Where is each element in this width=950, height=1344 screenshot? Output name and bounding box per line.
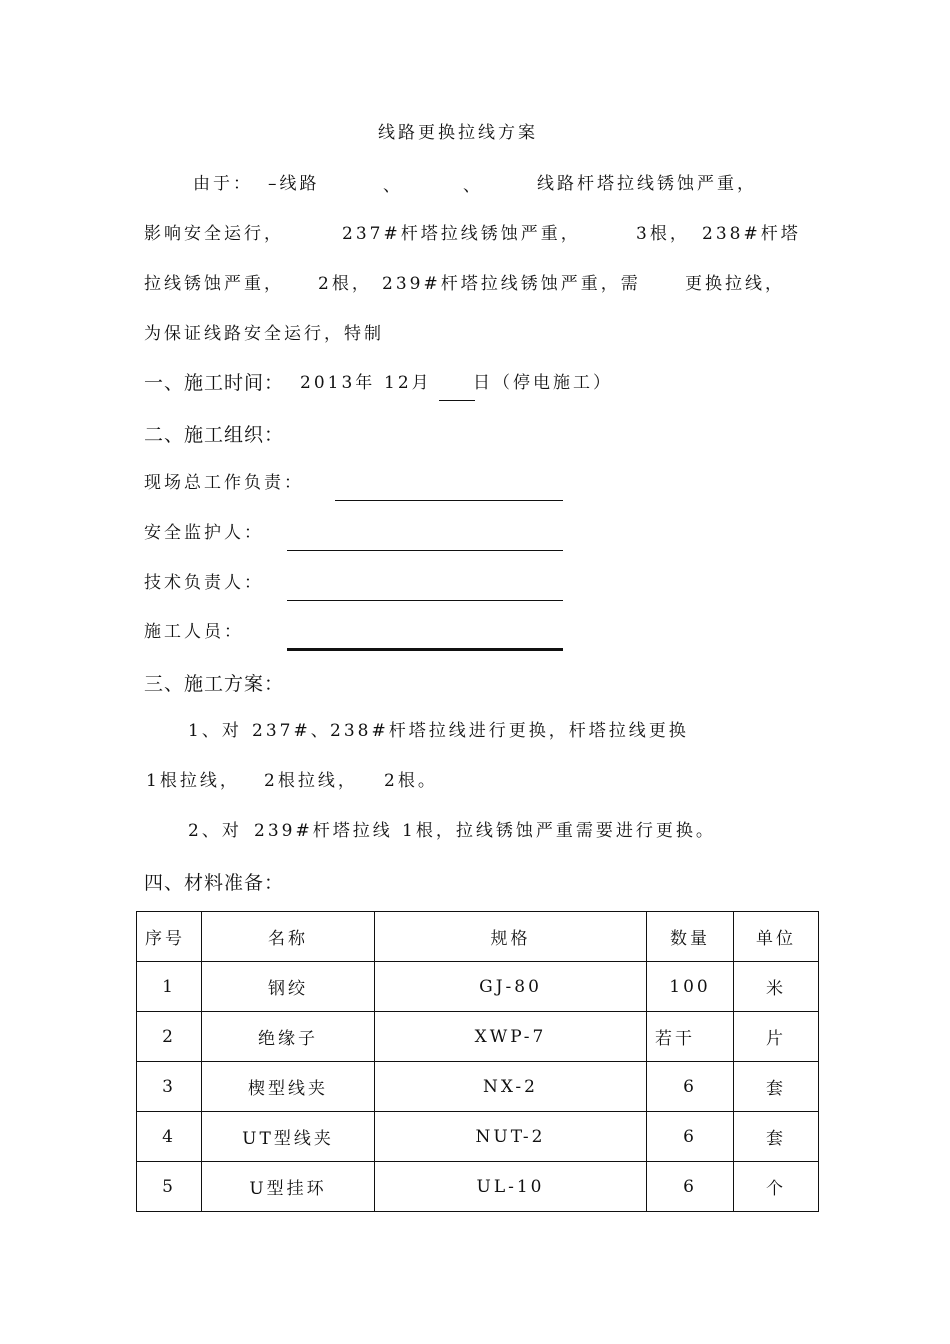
table-cell: 楔型线夹 <box>202 1062 375 1112</box>
intro-text: 2根， <box>318 274 372 294</box>
table-cell: 3 <box>137 1062 202 1112</box>
intro-text: 更换拉线， <box>685 274 785 294</box>
table-cell: 个 <box>734 1162 819 1212</box>
table-cell: 5 <box>137 1162 202 1212</box>
table-cell: UL-10 <box>375 1162 647 1212</box>
intro-text: 、 <box>383 176 403 196</box>
table-cell: 钢绞 <box>202 962 375 1012</box>
plan-text: 238#杆塔拉线进行更换，杆塔拉线更换 <box>330 721 689 741</box>
plan-text: 2根。 <box>384 771 438 791</box>
section-heading: 一、施工时间： <box>144 372 285 394</box>
table-cell: 100 <box>647 962 734 1012</box>
intro-text: 线路杆塔拉线锈蚀严重， <box>537 174 757 194</box>
intro-text: 237#杆塔拉线锈蚀严重， <box>342 224 581 244</box>
table-cell: U型挂环 <box>202 1162 375 1212</box>
header-cell: 序号 <box>137 912 202 962</box>
section-heading: 二、施工组织： <box>144 424 285 446</box>
table-cell: 套 <box>734 1112 819 1162</box>
table-cell: NUT-2 <box>375 1112 647 1162</box>
construction-year: 2013年 <box>300 373 376 393</box>
intro-text: 拉线锈蚀严重， <box>144 274 284 294</box>
materials-table <box>136 911 819 1212</box>
intro-text: 影响安全运行， <box>144 224 284 244</box>
header-cell: 数量 <box>647 912 734 962</box>
fill-in-line <box>287 648 563 651</box>
table-header-row <box>137 912 819 962</box>
table-cell: 套 <box>734 1062 819 1112</box>
org-row-label: 技术负责人： <box>144 573 264 593</box>
table-row <box>137 1112 819 1162</box>
fill-in-line <box>287 550 563 551</box>
table-cell: 1 <box>137 962 202 1012</box>
header-cell: 单位 <box>734 912 819 962</box>
section-heading: 三、施工方案： <box>144 673 285 695</box>
table-cell: 6 <box>647 1062 734 1112</box>
plan-text: 239#杆塔拉线 <box>254 821 393 841</box>
table-row <box>137 1062 819 1112</box>
org-row-label: 施工人员： <box>144 622 244 642</box>
table-cell: 6 <box>647 1112 734 1162</box>
intro-text: 239#杆塔拉线锈蚀严重，需 <box>382 274 641 294</box>
plan-text: 2根拉线， <box>264 771 358 791</box>
plan-text: 1根，拉线锈蚀严重需要进行更换。 <box>402 821 716 841</box>
table-cell: XWP-7 <box>375 1012 647 1062</box>
plan-text: 2、对 <box>188 821 242 841</box>
org-row-label: 安全监护人： <box>144 523 264 543</box>
intro-text: 238#杆塔 <box>702 224 801 244</box>
table-cell: 6 <box>647 1162 734 1212</box>
table-row <box>137 1162 819 1212</box>
table-row <box>137 962 819 1012</box>
intro-text: 为保证线路安全运行，特制 <box>144 324 384 344</box>
section-heading: 四、材料准备： <box>144 872 285 894</box>
table-cell: 米 <box>734 962 819 1012</box>
fill-in-line <box>287 600 563 601</box>
header-cell: 名称 <box>202 912 375 962</box>
construction-note: 日（停电施工） <box>473 373 613 393</box>
table-cell: NX-2 <box>375 1062 647 1112</box>
table-cell: 绝缘子 <box>202 1012 375 1062</box>
plan-text: 1根拉线， <box>146 771 240 791</box>
day-blank-line <box>439 400 475 401</box>
fill-in-line <box>335 500 563 501</box>
intro-text: 3根， <box>636 224 690 244</box>
document-title: 线路更换拉线方案 <box>378 123 538 143</box>
intro-text: 由于： <box>193 174 253 194</box>
table-cell: 2 <box>137 1012 202 1062</box>
plan-text: 1、对 <box>188 721 242 741</box>
header-cell: 规格 <box>375 912 647 962</box>
table-cell: GJ-80 <box>375 962 647 1012</box>
table-cell: UT型线夹 <box>202 1112 375 1162</box>
table-cell: 若干 <box>647 1012 734 1062</box>
table-cell: 4 <box>137 1112 202 1162</box>
intro-text: 、 <box>463 176 483 196</box>
table-cell: 片 <box>734 1012 819 1062</box>
table-row <box>137 1012 819 1062</box>
org-row-label: 现场总工作负责： <box>144 473 304 493</box>
intro-text: –线路 <box>268 174 320 194</box>
plan-text: 237#、 <box>252 721 331 741</box>
construction-month: 12月 <box>384 373 432 393</box>
